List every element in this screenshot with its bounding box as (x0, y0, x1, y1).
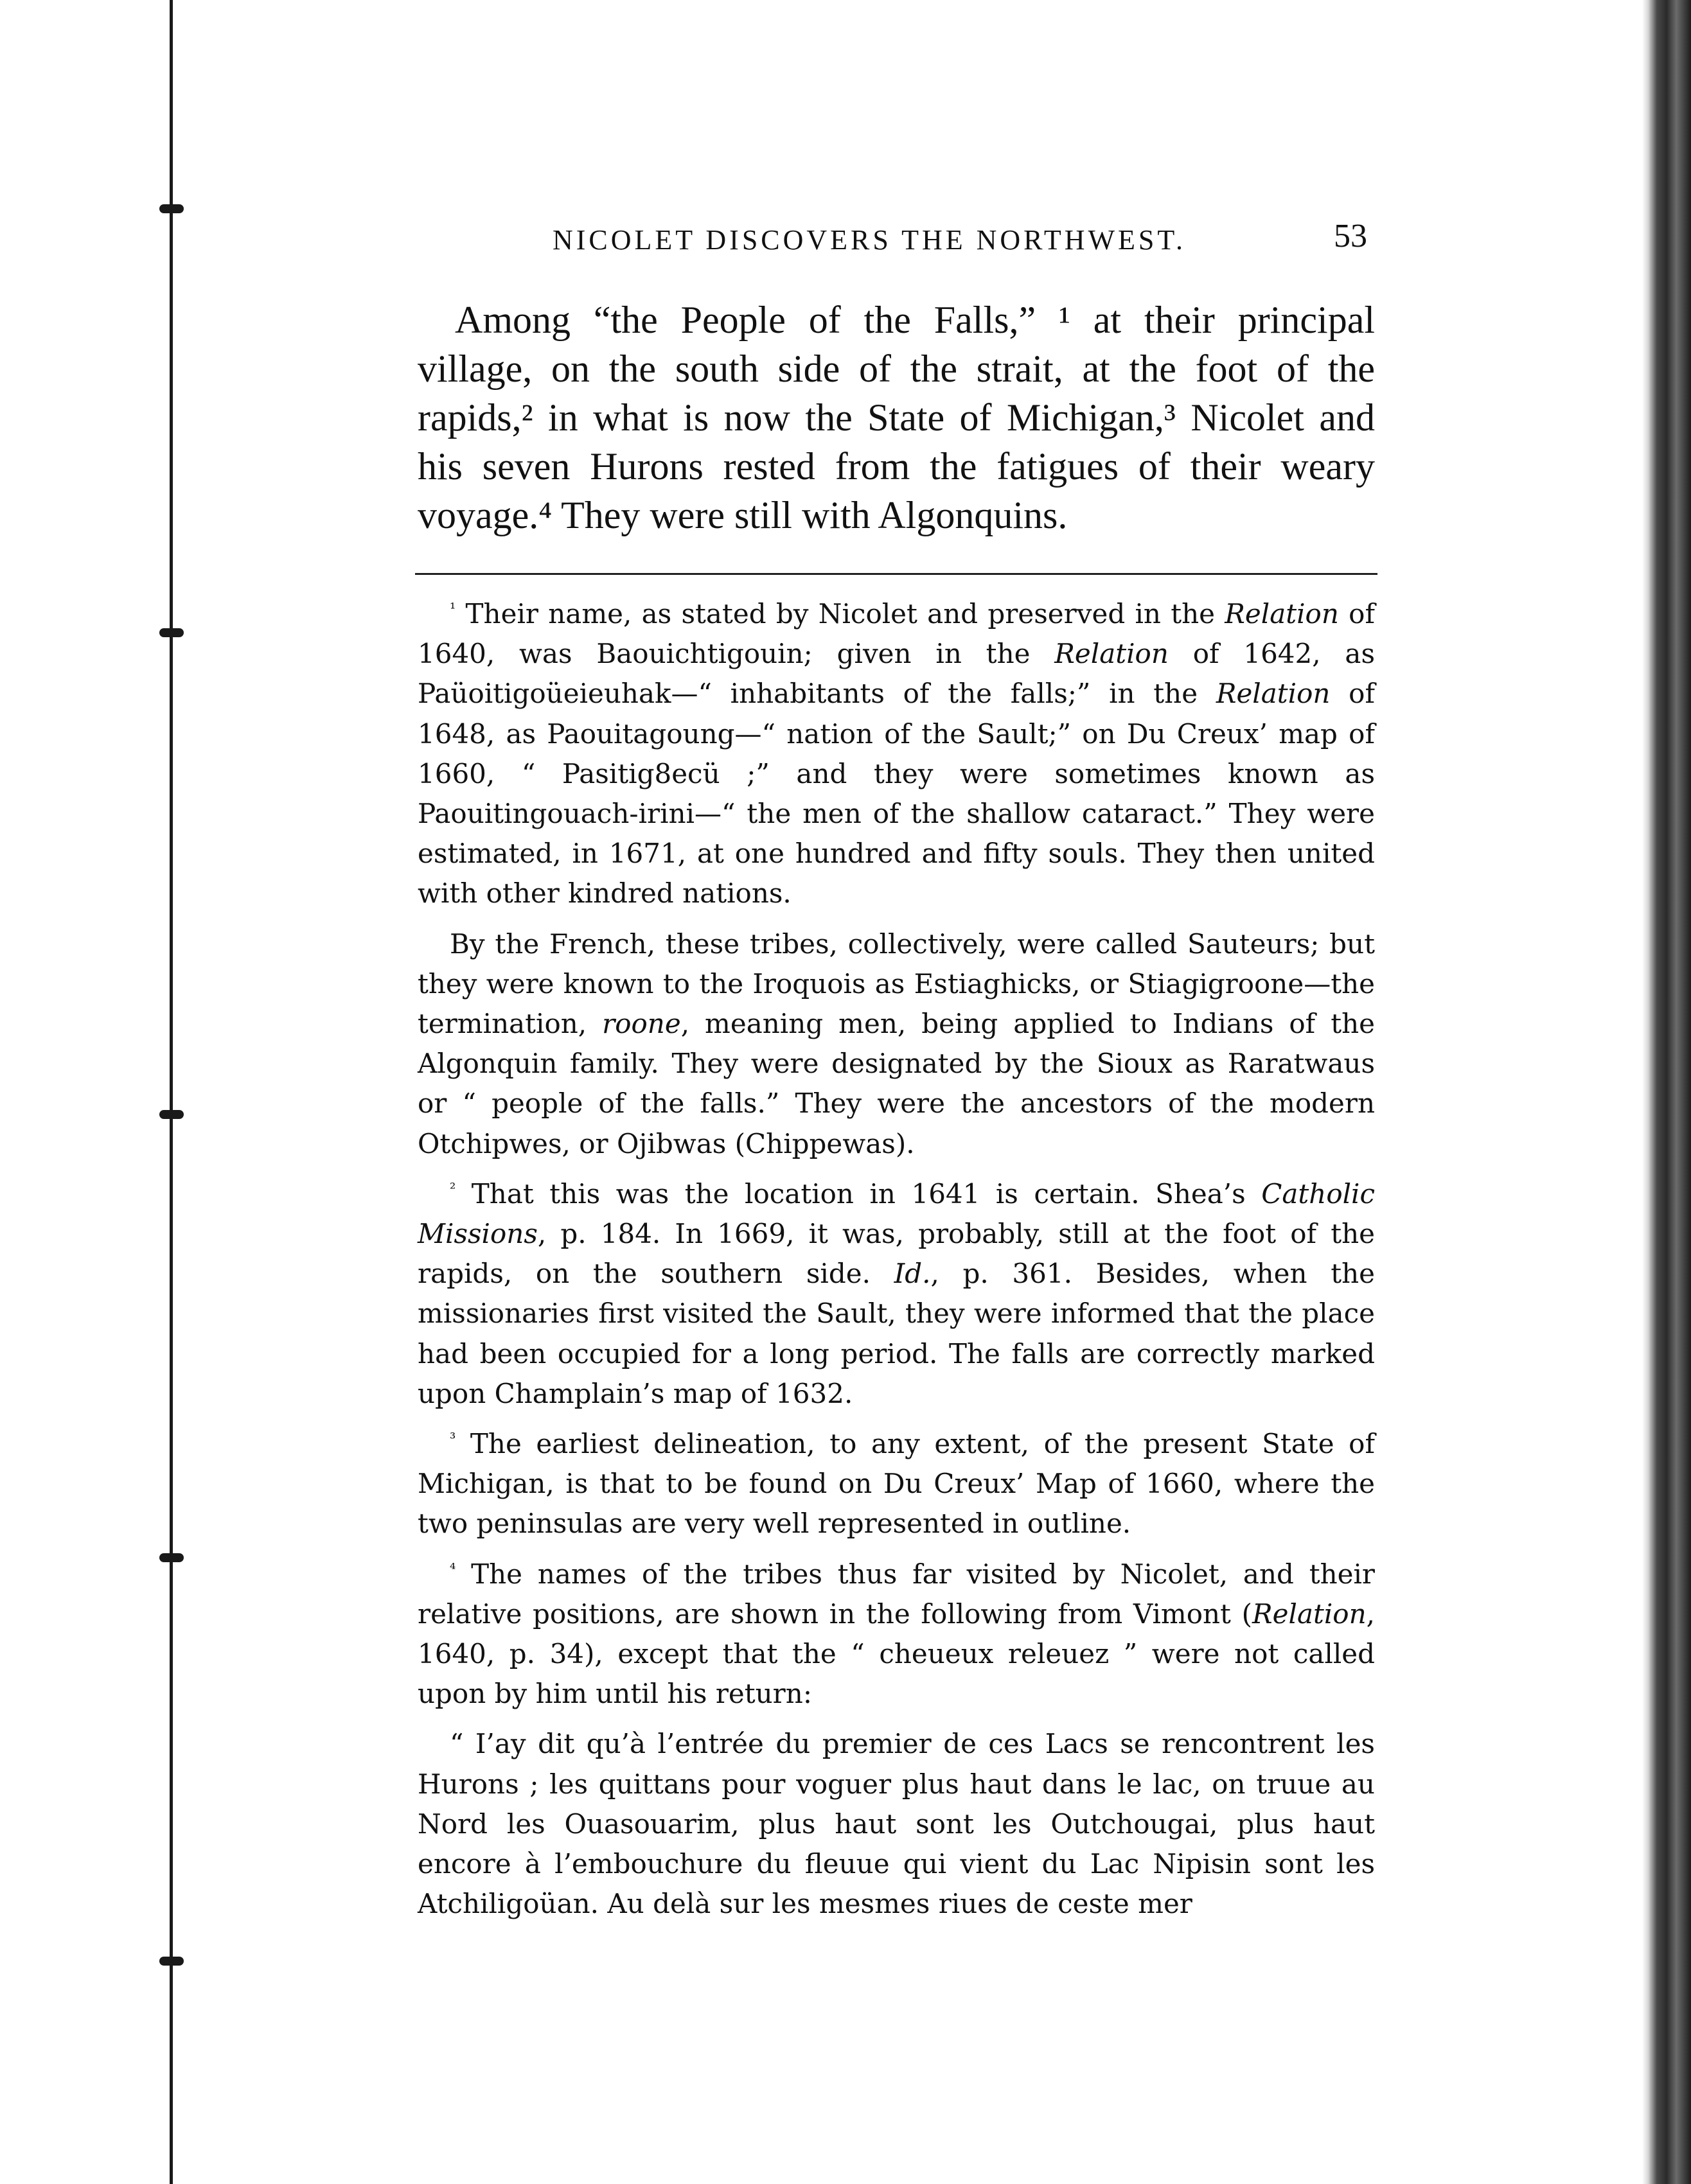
binding-mark (159, 1110, 184, 1119)
scan-right-edge (1642, 0, 1691, 2184)
footnote-marker: ¹ (450, 601, 456, 617)
footnote-text: of 1642, as Paüoitigoüeieuhak—“ inhabitants of the falls;” in the (418, 638, 1376, 710)
page-number: 53 (1334, 218, 1367, 254)
scan-left-edge (170, 0, 173, 2184)
footnote-rule (415, 573, 1377, 575)
italic-title: Relation (1252, 1598, 1367, 1630)
footnote-marker: ² (450, 1180, 456, 1197)
italic-title: Relation (1216, 678, 1331, 710)
running-head (418, 212, 1375, 263)
binding-mark (159, 1957, 184, 1966)
binding-mark (159, 1553, 184, 1562)
footnote-text: of 1640, was Baouichtigouin; given in the (418, 598, 1375, 670)
footnote-4-quotation: “ I’ay dit qu’à l’entrée du premier de ces Lacs se rencontrent les Hurons ; les quittans pour voguer plus haut dans le lac, on truue au Nord les Ouasouarim, plus haut sont les Outchougai, plus haut encore à l’embouchure du fleuue qui vient du Lac Nipisin sont les Atchiligoüan. Au delà sur les mesmes riues de ceste mer (418, 1728, 1375, 1920)
binding-mark (159, 628, 184, 637)
footnotes (418, 594, 1375, 1924)
book-page (418, 212, 1375, 1935)
footnote-text: , meaning men, being applied to Indians of the Algonquin family. They were designated by the Sioux as Raratwaus or “ people of the falls.” They were the ancestors of the modern Otchipwes, or Ojibwas (Chippewas). (418, 1008, 1375, 1159)
footnote-text: , p. 361. Besides, when the missionaries first visited the Sault, they were informed that the place had been occupied for a long period. The falls are correctly marked upon Champlain’s map of 1632. (418, 1258, 1375, 1409)
footnote-marker: ⁴ (450, 1560, 456, 1578)
italic-title: Catholic Missions (418, 1177, 1375, 1250)
italic-title: Relation (1054, 638, 1169, 670)
footnote-text: Their name, as stated by Nicolet and preserved in the (465, 598, 1225, 630)
footnote-3 (418, 1424, 1375, 1544)
footnote-text: of 1648, as Paouitagoung—“ nation of the Sault;” on Du Creux’ map of 1660, “ Pasitig8ecü ;” and they were sometimes known as Paouitingouach-irini—“ the men of the shallow cataract.” They were estimated, in 1671, at one hundred and fifty souls. They then united with other kindred nations. (418, 678, 1375, 910)
footnote-text: The names of the tribes thus far visited by Nicolet, and their relative positions, are shown in the following from Vimont ( (418, 1558, 1375, 1630)
footnote-4 (418, 1554, 1375, 1714)
body-paragraph: Among “the People of the Falls,” ¹ at their principal village, on the south side of the strait, at the foot of the rapids,² in what is now the State of Michigan,³ Nicolet and his seven Hurons rested from the fatigues of their weary voyage.⁴ They were still with Algonquins. (418, 299, 1375, 536)
footnote-1 (418, 594, 1375, 914)
italic-word: roone (602, 1008, 681, 1040)
italic-title: Relation (1225, 598, 1339, 630)
italic-title: Id. (894, 1258, 931, 1290)
binding-mark (159, 204, 184, 213)
footnote-text: By the French, these tribes, collectively, were called Sauteurs; but they were known to the Iroquois as Estiaghicks, or Stiagigroone—the termination, (418, 928, 1375, 1040)
footnote-text: , p. 184. In 1669, it was, probably, still at the foot of the rapids, on the southern side. (418, 1218, 1375, 1290)
footnote-marker: ³ (450, 1431, 456, 1448)
footnote-text: That this was the location in 1641 is certain. Shea’s (471, 1177, 1262, 1210)
footnote-text: The earliest delineation, to any extent, of the present State of Michigan, is that to be found on Du Creux’ Map of 1660, where the two peninsulas are very well represented in outline. (418, 1428, 1375, 1540)
footnote-2 (418, 1174, 1375, 1414)
footnote-text: , 1640, p. 34), except that the “ cheueux releuez ” were not called upon by him until his return: (418, 1598, 1375, 1710)
running-title: NICOLET DISCOVERS THE NORTHWEST. (553, 224, 1187, 256)
footnote-1-continued (418, 924, 1375, 1164)
